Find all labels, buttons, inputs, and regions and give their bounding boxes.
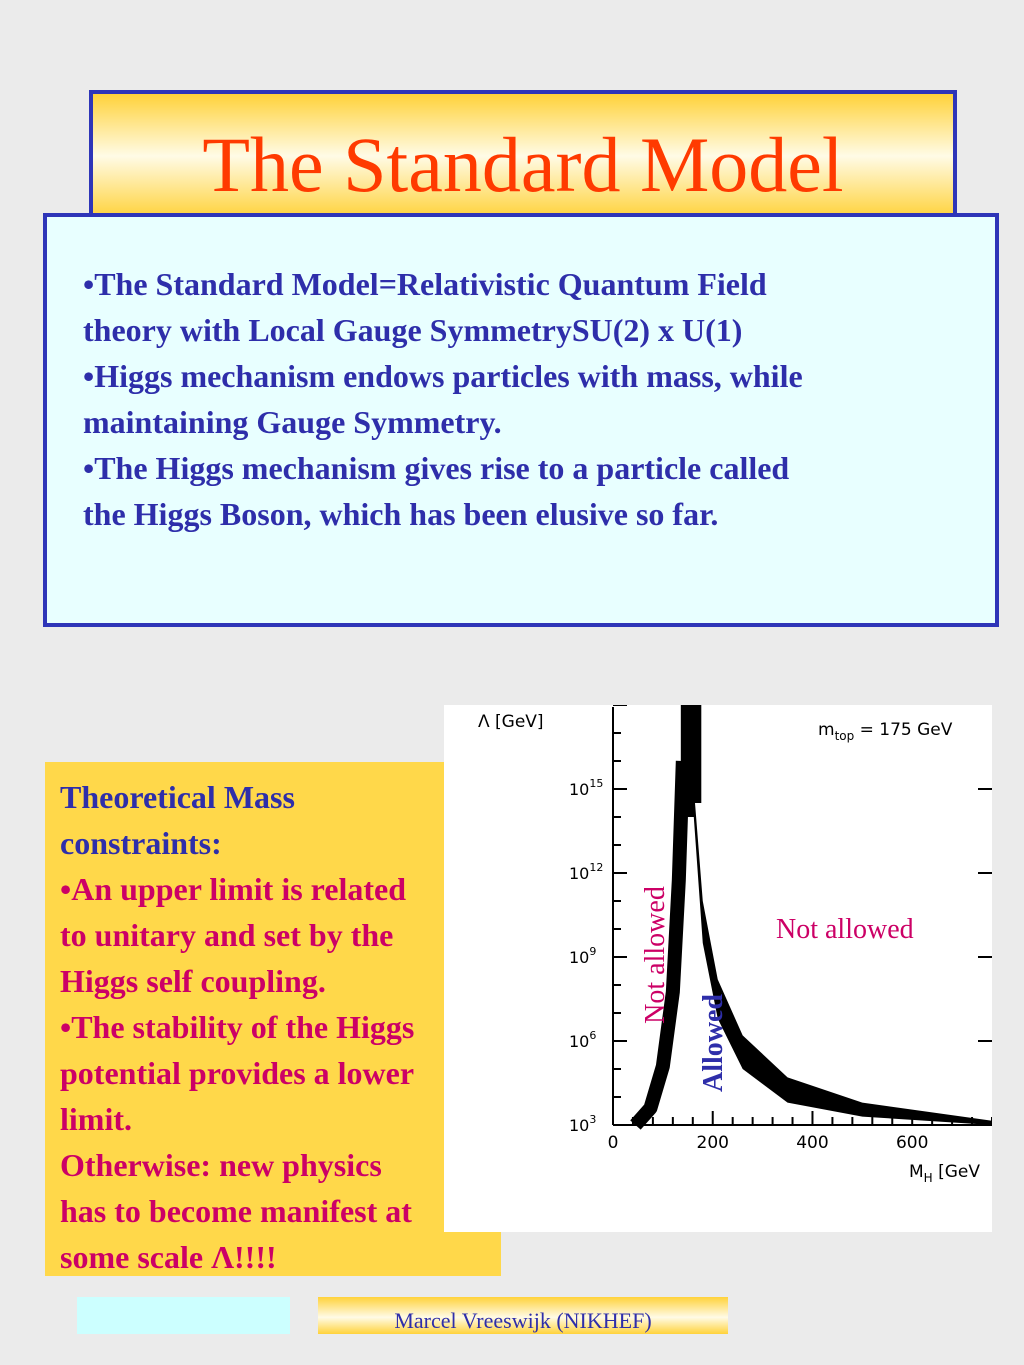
main-bullet-list xyxy=(83,261,963,537)
bullet-symbol: • xyxy=(83,358,95,394)
bullet-text: Higgs mechanism endows particles with mass, while xyxy=(94,358,803,394)
y-tick-label: $10^{12}$ xyxy=(569,861,604,883)
bullet-text-continued: the Higgs Boson, which has been elusive so far. xyxy=(83,496,719,532)
constraints-content xyxy=(60,774,490,1280)
conclusion-text: Otherwise: new physics xyxy=(60,1147,382,1183)
footer-credit xyxy=(318,1297,728,1334)
y-tick-label: $10^6$ xyxy=(569,1029,597,1051)
bullet-text-continued: theory with Local Gauge SymmetrySU(2) x U(1) xyxy=(83,312,743,348)
bullet-text: The Higgs mechanism gives rise to a particle called xyxy=(94,450,790,486)
lower-limit-text: The stability of the Higgs xyxy=(71,1009,415,1045)
y-axis-label: Λ [GeV] xyxy=(478,712,544,732)
upper-limit-text: An upper limit is related xyxy=(71,871,407,907)
y-tick-label: $10^9$ xyxy=(569,945,597,967)
upper-band-top xyxy=(687,705,701,803)
chart-canvas xyxy=(444,705,992,1232)
main-content-box xyxy=(43,213,999,627)
bullet-item-qft xyxy=(83,261,963,353)
title-banner xyxy=(89,90,957,222)
slide-title: The Standard Model xyxy=(202,121,844,208)
x-axis-label: $M_H$ [GeV xyxy=(909,1162,981,1185)
lower-limit-text-3: limit. xyxy=(60,1101,132,1137)
bullet-symbol: • xyxy=(60,1009,72,1045)
constraints-box xyxy=(45,762,501,1276)
bullet-symbol: • xyxy=(60,871,72,907)
top-mass-annotation: $m_{top} = 175$ GeV xyxy=(818,720,953,743)
constraints-heading-continued: constraints: xyxy=(60,825,222,861)
higgs-mass-chart xyxy=(444,705,992,1232)
x-tick-label: 600 xyxy=(895,1133,929,1153)
bullet-text: The Standard Model=Relativistic Quantum Field xyxy=(94,266,767,302)
author-credit: Marcel Vreeswijk (NIKHEF) xyxy=(394,1308,652,1333)
not-allowed-left-label: Not allowed xyxy=(640,886,671,1024)
bullet-item-higgs-mechanism xyxy=(83,353,963,445)
conclusion-text-2: has to become manifest at xyxy=(60,1193,412,1229)
allowed-label: Allowed xyxy=(698,994,729,1092)
not-allowed-right-label: Not allowed xyxy=(776,914,914,945)
upper-limit-text-3: Higgs self coupling. xyxy=(60,963,326,999)
bullet-symbol: • xyxy=(83,266,95,302)
x-tick-label: 200 xyxy=(696,1133,729,1153)
x-tick-label: 0 xyxy=(607,1133,619,1153)
conclusion-text-3: some scale Λ!!!! xyxy=(60,1239,277,1275)
upper-limit-bullet xyxy=(60,866,490,912)
constraints-heading: Theoretical Mass xyxy=(60,779,295,815)
bullet-item-higgs-boson xyxy=(83,445,963,537)
bullet-text-continued: maintaining Gauge Symmetry. xyxy=(83,404,502,440)
y-tick-label: $10^3$ xyxy=(569,1113,597,1135)
x-tick-label: 400 xyxy=(796,1133,829,1153)
lower-limit-bullet xyxy=(60,1004,490,1050)
lower-limit-text-2: potential provides a lower xyxy=(60,1055,415,1091)
y-tick-label: $10^{15}$ xyxy=(569,777,604,799)
upper-limit-text-2: to unitary and set by the xyxy=(60,917,394,953)
bullet-symbol: • xyxy=(83,450,95,486)
footer-left-panel xyxy=(77,1297,290,1334)
